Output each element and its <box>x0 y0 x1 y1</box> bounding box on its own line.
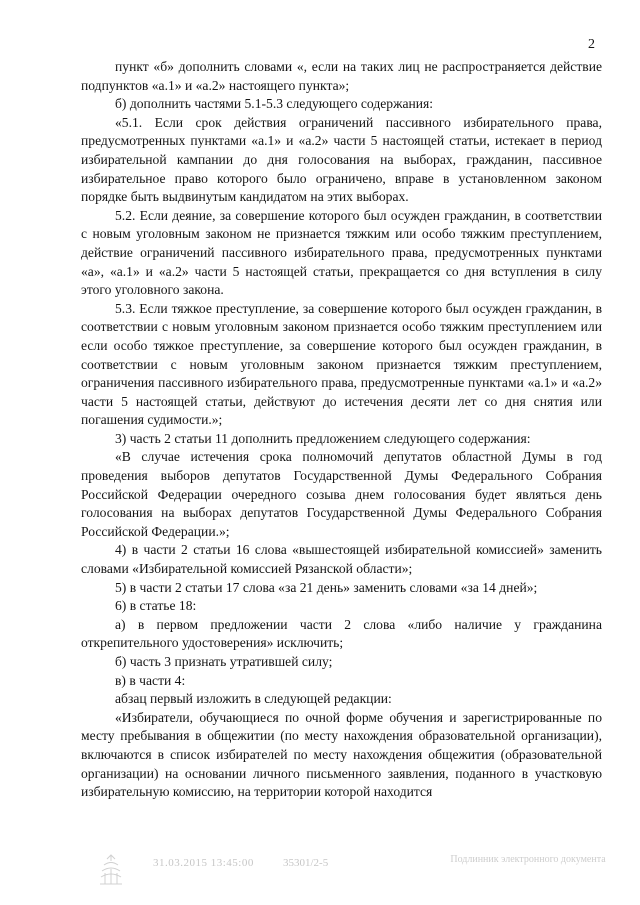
paragraph: 3) часть 2 статьи 11 дополнить предложением следующего содержания: <box>115 430 531 446</box>
paragraph: «5.1. Если срок действия ограничений пассивного избирательного права, предусмотренных пунктами «а.1» и «а.2» части 5 настоящей статьи, истекает в период избирательной кампании до дня голосования на выборах, гражданин, пассивное избирательное право которого было ограничено, вправе в установленном законом порядке быть выдвинутым кандидатом на этих выборах. <box>81 114 602 205</box>
stamp-icon <box>98 853 124 887</box>
paragraph: «В случае истечения срока полномочий депутатов областной Думы в год проведения выборов депутатов Государственной Думы Федерального Собрания Российской Федерации очередного созыва днем голосования будет являться день голосования на выборах депутатов Государственной Думы Федерального Собрания Российской Федерации.»; <box>81 449 602 539</box>
paragraph: 6) в статье 18: <box>115 598 197 614</box>
paragraph: 5) в части 2 статьи 17 слова «за 21 день» заменить словами «за 14 дней»; <box>115 579 538 595</box>
paragraph: «Избиратели, обучающиеся по очной форме обучения и зарегистрированные по месту пребывания в общежитии (по месту нахождения образовательной организации), включаются в список избирателей по месту нахождения общежития (образовательной организации) на основании личного письменного заявления, поданного в участковую избирательную комиссию, на территории которой находится <box>81 709 602 800</box>
footer-note: Подлинник электронного документа <box>450 854 606 865</box>
paragraph: абзац первый изложить в следующей редакции: <box>115 691 392 707</box>
footer-code: 35301/2-5 <box>283 857 329 869</box>
paragraph: а) в первом предложении части 2 слова «либо наличие у гражданина открепительного удостоверения» исключить; <box>81 616 602 651</box>
document-body <box>81 58 602 802</box>
paragraph: пункт «б» дополнить словами «, если на таких лиц не распространяется действие подпунктов «а.1» и «а.2» настоящего пункта»; <box>81 59 602 93</box>
paragraph: 5.2. Если деяние, за совершение которого был осужден гражданин, в соответствии с новым уголовным законом не признается тяжким или особо тяжким преступлением, действие ограничений пассивного избирательного права, предусмотренных пунктами «а», «а.1» и «а.2» части 5 настоящей статьи, прекращается со дня вступления в силу этого уголовного закона. <box>81 207 602 298</box>
paragraph: 4) в части 2 статьи 16 слова «вышестоящей избирательной комиссией» заменить словами «Избирательной комиссией Рязанской области»; <box>81 542 602 577</box>
document-footer <box>0 853 640 893</box>
paragraph: в) в части 4: <box>115 672 186 688</box>
paragraph: б) дополнить частями 5.1-5.3 следующего содержания: <box>115 96 434 112</box>
footer-date: 31.03.2015 13:45:00 <box>153 857 254 869</box>
paragraph: 5.3. Если тяжкое преступление, за совершение которого был осужден гражданин, в соответствии с новым уголовным законом признается особо тяжким преступлением или если особо тяжкое преступление, за совершение которого был осужден гражданин, в соответствии с новым уголовным законом признается тяжким преступлением, ограничения пассивного избирательного права, предусмотренные пунктами «а.1» и «а.2» части 5 настоящей статьи, действуют до истечения десяти лет со дня снятия или погашения судимости.»; <box>81 300 602 428</box>
paragraph: б) часть 3 признать утратившей силу; <box>115 654 333 669</box>
page-number: 2 <box>588 37 595 52</box>
